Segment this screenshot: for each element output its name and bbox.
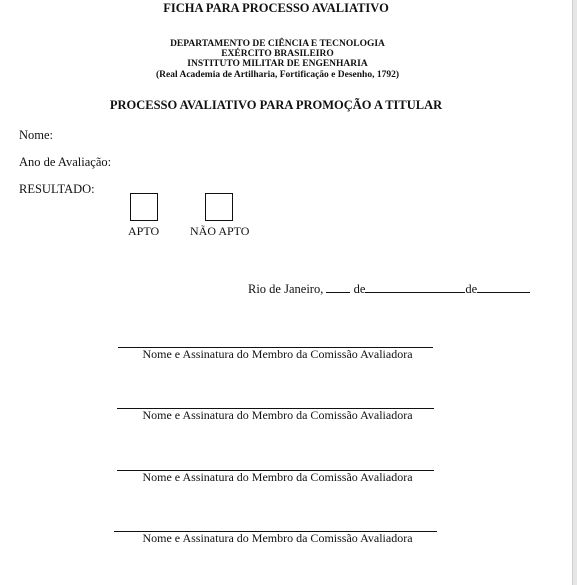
date-de-2: de	[465, 282, 478, 296]
nao-apto-label: NÃO APTO	[190, 224, 250, 238]
month-blank[interactable]	[365, 282, 465, 293]
signature-label-1: Nome e Assinatura do Membro da Comissão Avaliadora	[142, 347, 413, 361]
result-label: RESULTADO:	[19, 182, 95, 196]
date-de-1: de	[353, 282, 366, 296]
name-label: Nome:	[19, 128, 54, 142]
document-subtitle: PROCESSO AVALIATIVO PARA PROMOÇÃO A TITULAR	[109, 98, 443, 112]
header-institute: INSTITUTO MILITAR DE ENGENHARIA	[187, 59, 368, 69]
header-department: DEPARTAMENTO DE CIÊNCIA E TECNOLOGIA	[170, 39, 385, 49]
header-academy: (Real Academia de Artilharia, Fortificação e Desenho, 1792)	[156, 70, 399, 80]
signature-label-2: Nome e Assinatura do Membro da Comissão Avaliadora	[142, 408, 413, 422]
signature-label-3: Nome e Assinatura do Membro da Comissão Avaliadora	[142, 470, 413, 484]
page-edge	[572, 0, 577, 585]
year-blank[interactable]	[477, 282, 530, 293]
signature-label-4: Nome e Assinatura do Membro da Comissão Avaliadora	[142, 531, 413, 545]
header-army: EXÉRCITO BRASILEIRO	[221, 49, 334, 59]
day-blank[interactable]	[326, 282, 350, 293]
apto-checkbox[interactable]	[130, 193, 158, 221]
apto-label: APTO	[128, 224, 160, 238]
year-label: Ano de Avaliação:	[19, 155, 112, 169]
document-title: FICHA PARA PROCESSO AVALIATIVO	[163, 1, 389, 15]
date-city: Rio de Janeiro,	[248, 282, 324, 296]
nao-apto-checkbox[interactable]	[205, 193, 233, 221]
date-line	[248, 282, 530, 297]
